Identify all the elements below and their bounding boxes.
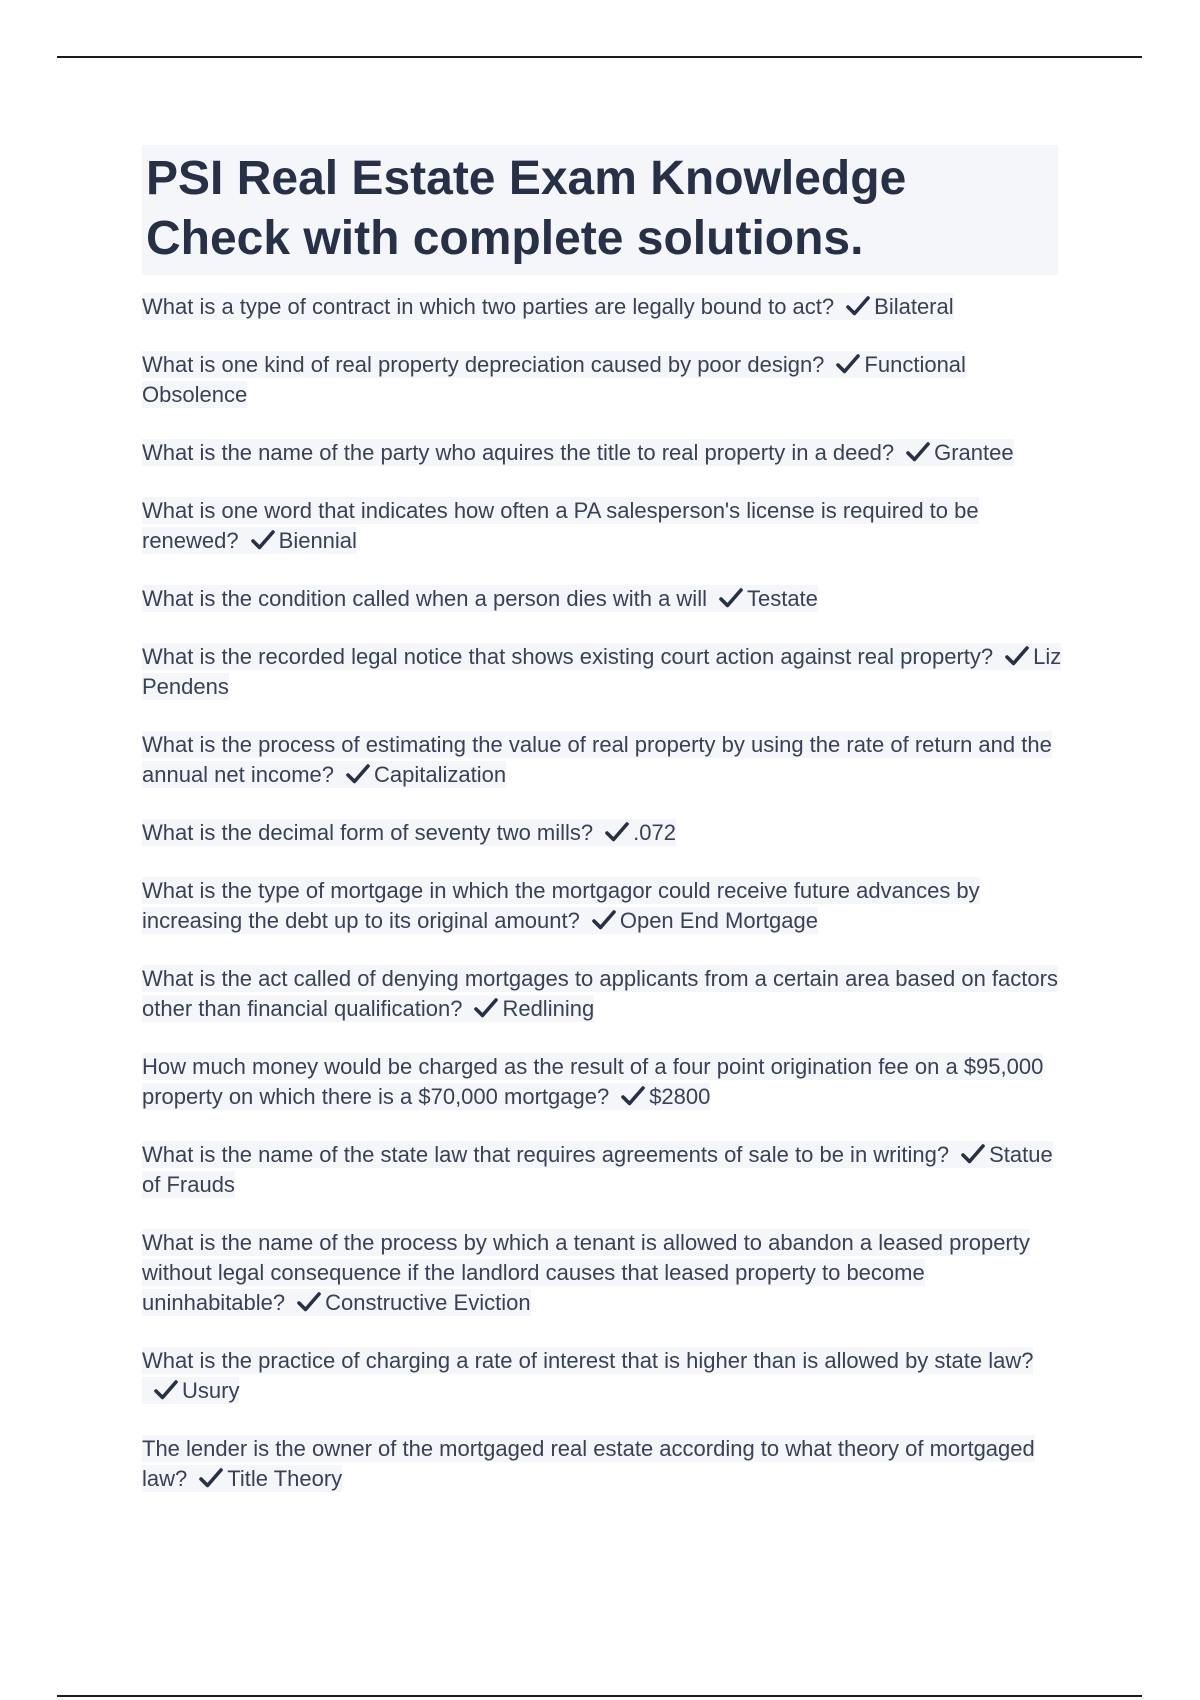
qa-line xyxy=(142,585,818,612)
qa-line xyxy=(142,643,1061,700)
check-icon xyxy=(199,1467,223,1489)
qa-line xyxy=(142,1141,1053,1198)
check-icon xyxy=(621,1085,645,1107)
qa-item xyxy=(142,642,1062,702)
answer-text: Statue of Frauds xyxy=(142,1142,1053,1197)
answer-text: Biennial xyxy=(278,528,357,553)
check-icon xyxy=(251,529,275,551)
qa-line xyxy=(142,877,980,934)
qa-line xyxy=(142,965,1058,1022)
qa-item xyxy=(142,1052,1062,1112)
question-text: What is the practice of charging a rate of interest that is higher than is allowed by state law? xyxy=(142,1348,1034,1373)
qa-line xyxy=(142,1053,1043,1110)
qa-item xyxy=(142,350,1062,410)
qa-item xyxy=(142,1434,1062,1494)
answer-text: Constructive Eviction xyxy=(325,1290,531,1315)
bottom-rule xyxy=(57,1695,1142,1697)
document-title: PSI Real Estate Exam Knowledge Check with complete solutions. xyxy=(142,145,1058,275)
top-rule xyxy=(57,56,1142,58)
qa-item xyxy=(142,438,1062,468)
answer-text: .072 xyxy=(633,820,676,845)
answer-text: Grantee xyxy=(934,440,1014,465)
question-text: What is the name of the state law that requires agreements of sale to be in writing? xyxy=(142,1142,950,1167)
answer-text: Redlining xyxy=(502,996,595,1021)
answer-text: $2800 xyxy=(649,1084,711,1109)
check-icon xyxy=(592,909,616,931)
question-text: What is the type of mortgage in which the mortgagor could receive future advances by increasing the debt up to its original amount? xyxy=(142,878,980,933)
check-icon xyxy=(1005,645,1029,667)
question-text: What is the act called of denying mortgages to applicants from a certain area based on factors other than financial qualification? xyxy=(142,966,1058,1021)
qa-line xyxy=(142,1229,1030,1316)
answer-text: Open End Mortgage xyxy=(619,908,818,933)
answer-text: Testate xyxy=(746,586,818,611)
qa-item xyxy=(142,818,1062,848)
check-icon xyxy=(346,763,370,785)
question-text: What is the process of estimating the value of real property by using the rate of return and the annual net income? xyxy=(142,732,1052,787)
qa-line xyxy=(142,293,954,320)
question-text: What is the name of the party who aquires the title to real property in a deed? xyxy=(142,440,895,465)
question-text: What is the condition called when a person dies with a will xyxy=(142,586,707,611)
qa-item xyxy=(142,1346,1062,1406)
answer-text: Bilateral xyxy=(874,294,954,319)
question-text: What is a type of contract in which two parties are legally bound to act? xyxy=(142,294,835,319)
check-icon xyxy=(605,821,629,843)
question-text: How much money would be charged as the result of a four point origination fee on a $95,000 property on which there is a $70,000 mortgage? xyxy=(142,1054,1044,1109)
check-icon xyxy=(297,1291,321,1313)
qa-line xyxy=(142,439,1014,466)
qa-item xyxy=(142,584,1062,614)
check-icon xyxy=(836,353,860,375)
qa-line xyxy=(142,731,1052,788)
check-icon xyxy=(474,997,498,1019)
qa-line xyxy=(142,497,979,554)
qa-line xyxy=(142,1435,1035,1492)
check-icon xyxy=(961,1143,985,1165)
answer-text: Capitalization xyxy=(374,762,507,787)
check-icon xyxy=(719,587,743,609)
qa-line xyxy=(142,351,966,408)
check-icon xyxy=(906,441,930,463)
check-icon xyxy=(154,1379,178,1401)
question-text: What is one word that indicates how often a PA salesperson's license is required to be renewed? xyxy=(142,498,979,553)
answer-text: Functional Obsolence xyxy=(142,352,966,407)
answer-text: Liz Pendens xyxy=(142,644,1062,699)
question-text: What is one kind of real property depreciation caused by poor design? xyxy=(142,352,825,377)
qa-item xyxy=(142,730,1062,790)
check-icon xyxy=(846,295,870,317)
question-text: What is the decimal form of seventy two mills? xyxy=(142,820,594,845)
question-text: What is the recorded legal notice that shows existing court action against real property? xyxy=(142,644,994,669)
qa-line xyxy=(142,819,676,846)
qa-item xyxy=(142,964,1062,1024)
question-text: What is the name of the process by which a tenant is allowed to abandon a leased property without legal consequence if the landlord causes that leased property to become uninhabitable? xyxy=(142,1230,1030,1315)
qa-item xyxy=(142,1228,1062,1318)
qa-item xyxy=(142,1140,1062,1200)
answer-text: Usury xyxy=(182,1378,240,1403)
qa-line xyxy=(142,1347,1033,1404)
question-text: The lender is the owner of the mortgaged real estate according to what theory of mortgaged law? xyxy=(142,1436,1035,1491)
qa-item xyxy=(142,876,1062,936)
qa-item xyxy=(142,292,1062,322)
qa-list xyxy=(142,292,1062,1522)
qa-item xyxy=(142,496,1062,556)
answer-text: Title Theory xyxy=(227,1466,343,1491)
